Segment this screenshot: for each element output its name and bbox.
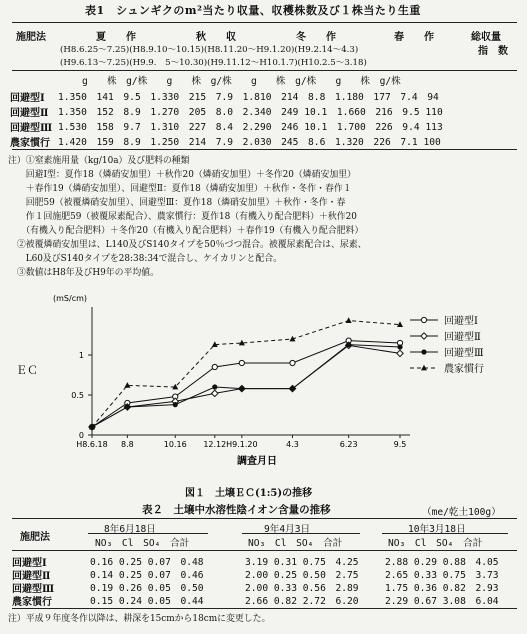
data-point [212, 390, 218, 396]
table1-bottom-rule [12, 149, 517, 150]
table2-mid-rule [12, 550, 517, 551]
table2-top-rule [12, 518, 517, 519]
table1-season-summer: 夏 作 [96, 32, 136, 43]
note-line: 回肥59（被覆燐硝安加里）、回避型Ⅲ：夏作18（燐硝安加里）＋秋作・冬作・春 [8, 198, 346, 208]
data-point [290, 360, 295, 365]
data-point [421, 317, 426, 322]
data-point [421, 333, 427, 339]
y-axis-unit: (mS/cm) [53, 294, 87, 303]
note-line: 回避Ⅰ型：夏作18（燐硝安加里）＋秋作20（燐硝安加里）＋冬作20（燐硝安加里） [8, 170, 357, 180]
table2-date-underline [88, 533, 208, 534]
table1-row-label: 回避型Ⅱ [10, 108, 49, 119]
x-tick-label: 4.3 [286, 440, 299, 449]
x-tick-label: 12.12 [203, 440, 227, 449]
y-tick-label: 1 [78, 351, 84, 360]
note-line: 作１回施肥59（被覆尿素配合）、農家慣行：夏作18（有機入り配合肥料）＋秋作20 [8, 212, 357, 222]
table2-col-method: 施肥法 [20, 532, 50, 543]
note-line: ③数値はH8年及びH9年の平均値。 [8, 268, 160, 278]
note-line: 注）①窒素施用量（kg/10a）及び肥料の種類 [8, 156, 190, 166]
data-point [212, 384, 217, 389]
note-line: ＋春作19（燐硝安加里）、回避型Ⅱ：夏作18（燐硝安加里）＋秋作・冬作・春作１ [8, 184, 352, 194]
table2-row-label: 回避型Ⅱ [12, 571, 51, 582]
table2-cell: 2.65 0.33 0.75 3.73 [385, 570, 499, 581]
table2-cell: 2.88 0.29 0.88 4.05 [385, 557, 499, 568]
table1-units: g 株 g/株 g 株 g/株 g 株 g/株 g 株 g/株 [82, 76, 401, 87]
legend-label: 回避型Ⅰ [444, 316, 478, 327]
table2-row-label: 回避型Ⅰ [12, 558, 47, 569]
note-line: L60及びS140タイプを28:38:34で混合し、ケイカリンと配合。 [8, 254, 282, 264]
table1-row-values: 1.350 141 9.5 1.330 215 7.9 1.810 214 8.8 1.180 177 7.4 94 [58, 92, 439, 103]
table2-cell: 3.19 0.31 0.75 4.25 [245, 557, 359, 568]
data-point [239, 386, 244, 391]
table2-title: 表２ 土壌中水溶性陰イオン含量の推移 [142, 504, 331, 516]
legend-label: 回避型Ⅲ [444, 348, 484, 359]
table2-date-underline [242, 533, 360, 534]
table1-col-method: 施肥法 [16, 32, 46, 43]
table2-row-label: 農家慣行 [12, 597, 52, 608]
table1-title: 表1 シュンギクのm²当たり収量、収穫株数及び１株当たり生重 [85, 4, 421, 17]
table1-season-spring: 春 作 [394, 32, 434, 43]
series-line [92, 321, 400, 427]
table1-top-rule [12, 22, 517, 23]
data-point [397, 344, 402, 349]
x-tick-label: 8.8 [121, 440, 134, 449]
table1-mid-rule [12, 70, 517, 71]
table1-season-winter: 冬 作 [296, 32, 336, 43]
table2-cell: 0.16 0.25 0.07 0.48 [90, 557, 204, 568]
table2-cell: 0.19 0.26 0.05 0.50 [90, 583, 204, 594]
y-tick-label: 0.5 [71, 391, 84, 400]
x-tick-label: H9.1.20 [226, 440, 258, 449]
table1-periods-2: (H9.6.13〜7.25)(H9.9. 5〜10.30)(H9.11.12〜H10.1.7)(H10.2.5〜3.18) [60, 58, 367, 68]
table2-cell: 0.15 0.24 0.05 0.44 [90, 596, 204, 607]
table1-row-label: 農家慣行 [10, 138, 50, 149]
legend-label: 農家慣行 [444, 364, 484, 375]
x-tick-label: 10.16 [163, 440, 187, 449]
table2-date-underline [382, 533, 508, 534]
table1-periods-1: (H8.6.25〜7.25)(H8.9.10〜10.15)(H8.11.20〜H9.1.20)(H9.2.14〜4.3) [60, 45, 359, 55]
table2-date: 10年3月18日 [408, 524, 466, 535]
table2-row-label: 回避型Ⅲ [12, 584, 55, 595]
table1-total-yield: 総収量 [471, 32, 501, 43]
table1-row-values: 1.530 158 9.7 1.310 227 8.4 2.290 246 10.1 1.700 226 9.4 113 [58, 122, 443, 133]
figure1-caption: 図１ 土壌ＥＣ(1:5)の推移 [185, 488, 313, 499]
table2-cell: 2.29 0.67 3.08 6.04 [385, 596, 499, 607]
x-axis-label: 調査月日 [237, 456, 277, 467]
table1-row-values: 1.350 152 8.9 1.270 205 8.0 2.340 249 10.1 1.660 216 9.5 110 [58, 107, 443, 118]
table2-cell: 2.66 0.82 2.72 6.20 [245, 596, 359, 607]
table2-subcols: NO₃ Cl SO₄ 合計 [388, 538, 483, 549]
y-axis-label: ＥＣ [16, 364, 38, 377]
data-point [125, 404, 130, 409]
table2-unit: （me/乾土100g） [422, 507, 501, 518]
data-point [173, 402, 178, 407]
figure1-ec-chart [0, 290, 527, 470]
data-point [212, 364, 217, 369]
table1-index: 指 数 [478, 46, 508, 57]
table2-subcols: NO₃ Cl SO₄ 合計 [248, 538, 343, 549]
table2-subcols: NO₃ Cl SO₄ 合計 [95, 538, 190, 549]
data-point [397, 350, 403, 356]
series-line [92, 341, 400, 427]
data-point [124, 382, 130, 388]
data-point [346, 317, 352, 323]
table2-cell: 1.75 0.36 0.82 2.93 [385, 583, 499, 594]
data-point [290, 386, 295, 391]
table2-cell: 2.00 0.33 0.56 2.89 [245, 583, 359, 594]
table1-row-values: 1.420 159 8.9 1.250 214 7.9 2.030 245 8.6 1.320 226 7.1 100 [58, 137, 441, 148]
note-line: （有機入り配合肥料）＋冬作20（有機入り配合肥料）＋春作19（有機入り配合肥料） [8, 226, 364, 236]
table2-date: 9年4月3日 [264, 524, 311, 535]
x-tick-label: 9.5 [393, 440, 407, 449]
table2-cell: 0.14 0.25 0.07 0.46 [90, 570, 204, 581]
table2-footnote: 注）平成９年度冬作以降は、耕深を15cmから18cmに変更した。 [8, 614, 271, 624]
data-point [346, 342, 351, 347]
table1-row-label: 回避型Ⅲ [10, 123, 53, 134]
legend-label: 回避型Ⅱ [444, 332, 481, 343]
table2-cell: 2.00 0.25 0.50 2.75 [245, 570, 359, 581]
note-line: ②被覆燐硝安加里は、L140及びS140タイプを50％づつ混合。被覆尿素配合は、尿素、 [8, 240, 367, 250]
y-tick-label: 0 [78, 431, 84, 440]
x-tick-label: H8.6.18 [76, 440, 108, 449]
table1-row-label: 回避型Ⅰ [10, 93, 45, 104]
table2-bottom-rule [12, 608, 517, 609]
table1-season-autumn: 秋 収 [196, 32, 236, 43]
data-point [239, 360, 244, 365]
data-point [421, 349, 426, 354]
x-tick-label: 6.23 [339, 440, 358, 449]
table2-date: 8年6月18日 [104, 524, 156, 535]
